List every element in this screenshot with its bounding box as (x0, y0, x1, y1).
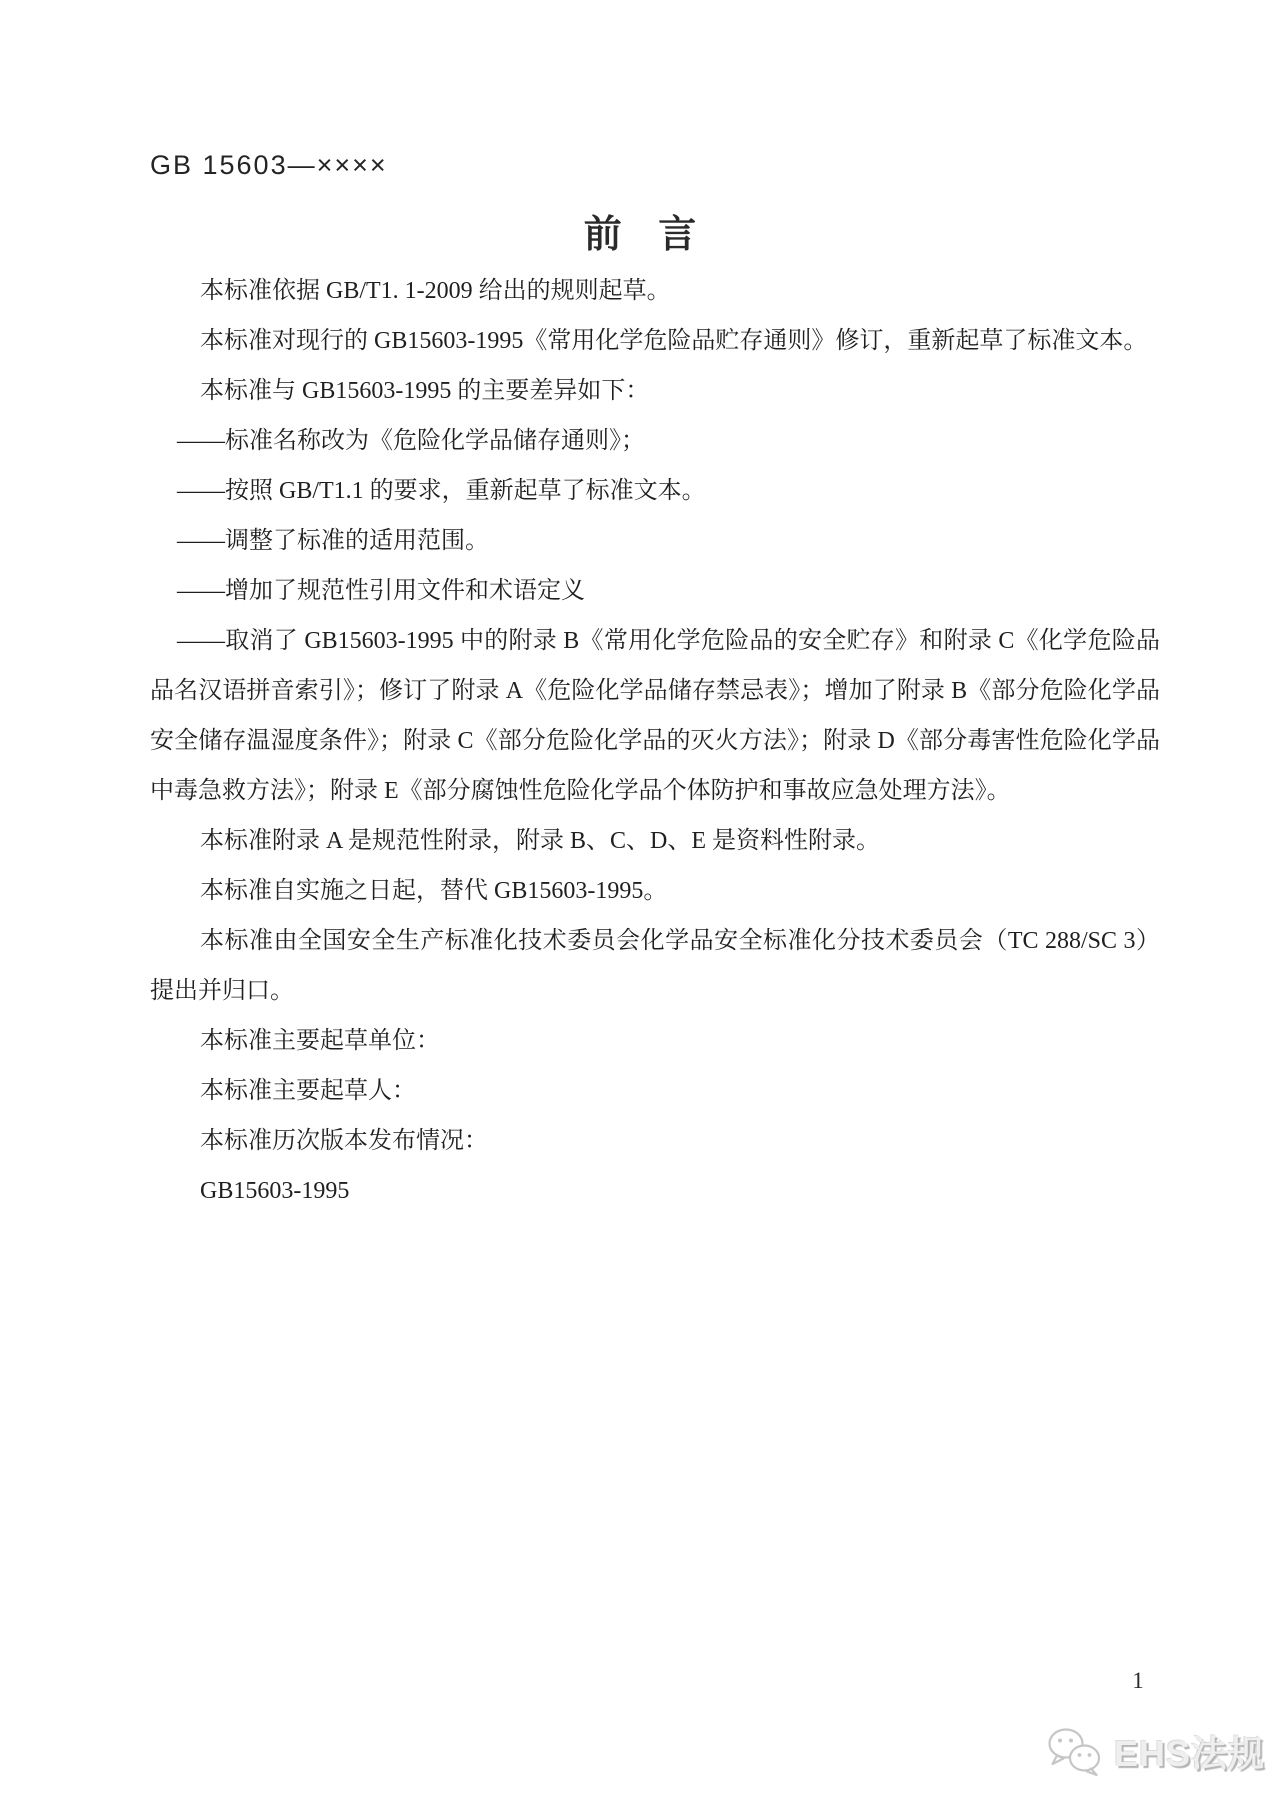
paragraph: GB15603-1995 (200, 1178, 350, 1204)
paragraph: 本标准依据 GB/T1. 1-2009 给出的规则起草。 (200, 278, 671, 304)
page-number: 1 (1132, 1668, 1144, 1693)
paragraph: 本标准主要起草人： (200, 1078, 416, 1104)
paragraph: 本标准主要起草单位： (200, 1028, 440, 1054)
paragraph: 本标准由全国安全生产标准化技术委员会化学品安全标准化分技术委员会（TC 288/SC 3）提出并归口。 (150, 928, 1160, 1004)
paragraph: ——增加了规范性引用文件和术语定义 (177, 578, 585, 604)
paragraph: ——调整了标准的适用范围。 (177, 528, 489, 554)
standard-number-header: GB 15603—×××× (150, 150, 388, 180)
paragraph: ——按照 GB/T1.1 的要求，重新起草了标准文本。 (177, 478, 706, 504)
paragraph: 本标准历次版本发布情况： (200, 1128, 488, 1154)
document-body (150, 266, 1160, 1216)
paragraph: ——标准名称改为《危险化学品储存通则》； (177, 428, 645, 454)
paragraph: 本标准附录 A 是规范性附录，附录 B、C、D、E 是资料性附录。 (200, 828, 881, 854)
paragraph: 本标准自实施之日起，替代 GB15603-1995。 (200, 878, 668, 904)
paragraph: ——取消了 GB15603-1995 中的附录 B《常用化学危险品的安全贮存》和附录 C《化学危险品品名汉语拼音索引》；修订了附录 A《危险化学品储存禁忌表》；增加了附录 B《部分危险化学品安全储存温湿度条件》；附录 C《部分危险化学品的灭火方法》；附录 D《部分毒害性危险化学品中毒急救方法》；附录 E《部分腐蚀性危险化学品个体防护和事故应急处理方法》。 (150, 628, 1160, 804)
paragraph: 本标准对现行的 GB15603-1995《常用化学危险品贮存通则》修订，重新起草了标准文本。 (200, 328, 1148, 354)
watermark-label: EHS法规 (1114, 1733, 1266, 1774)
paragraph: 本标准与 GB15603-1995 的主要差异如下： (200, 378, 650, 404)
wechat-icon (1046, 1727, 1106, 1777)
page-title: 前 言 (583, 214, 697, 256)
watermark (1046, 1726, 1265, 1777)
